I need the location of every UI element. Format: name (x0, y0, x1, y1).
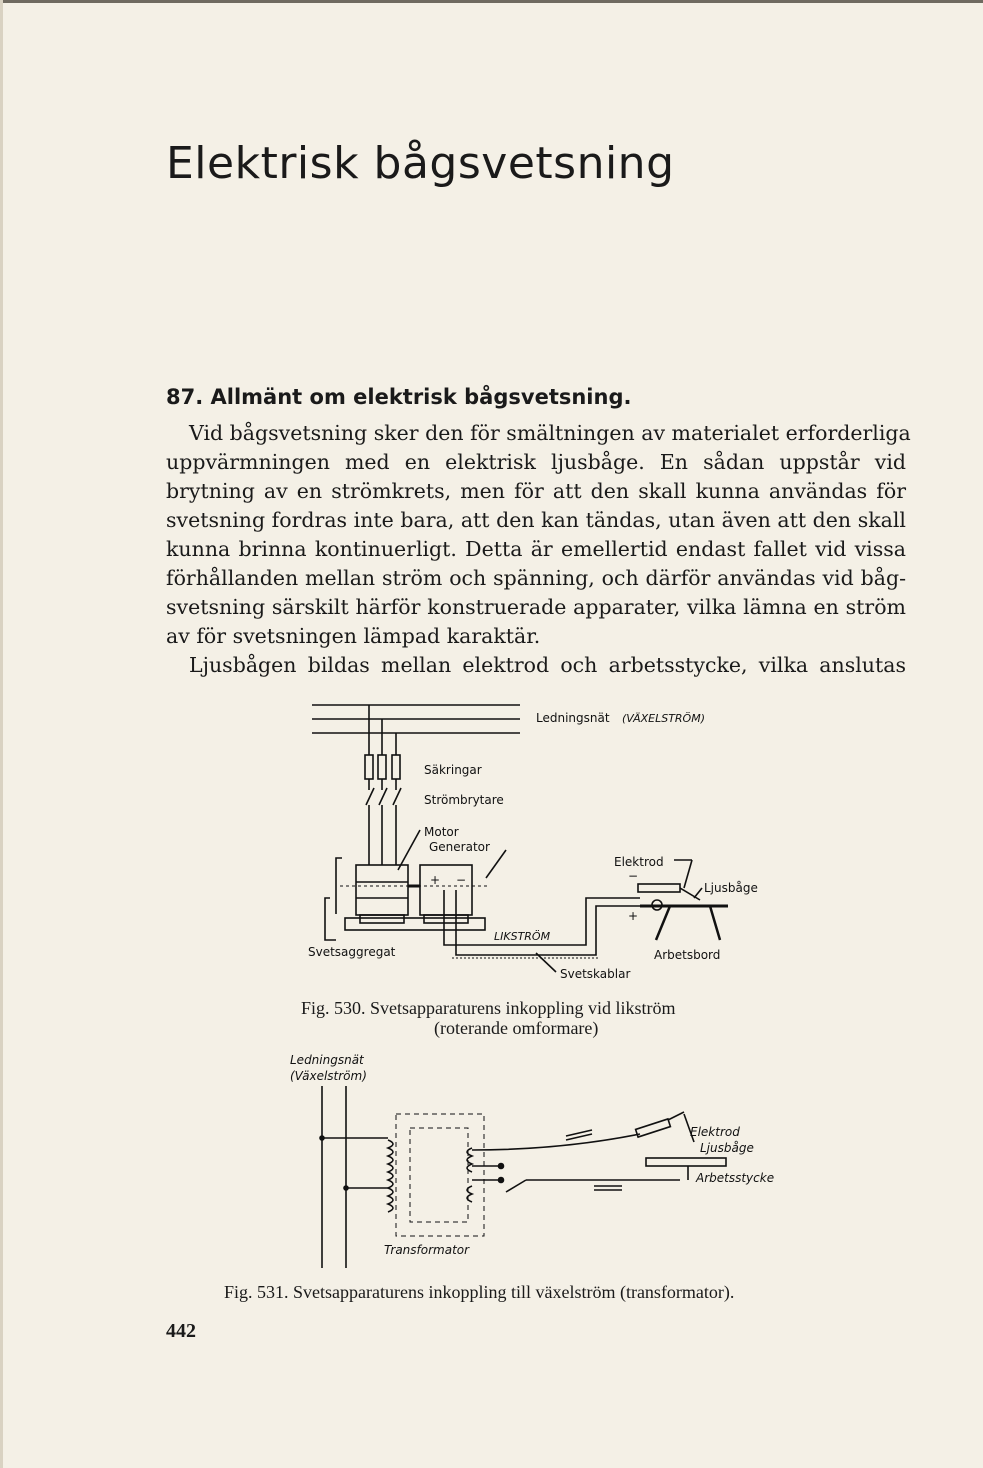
paragraph-line: förhållanden mellan ström och spänning, och därför användas vid båg- (166, 566, 906, 590)
label-dc: LIKSTRÖM (494, 930, 551, 943)
figure-530-caption-2: (roterande omformare) (434, 1018, 599, 1038)
minus-sign: − (456, 873, 467, 887)
page-number: 442 (166, 1320, 196, 1342)
label-electrode: Elektrod (690, 1125, 740, 1139)
paragraph-line: svetsning fordras inte bara, att den kan tändas, utan även att den skall (166, 508, 906, 532)
figure-530-caption: Fig. 530. Svetsapparaturens inkoppling vid likström (301, 998, 676, 1018)
label-switch: Strömbrytare (424, 793, 504, 807)
figure-531-caption: Fig. 531. Svetsapparaturens inkoppling till växelström (transformator). (224, 1282, 735, 1302)
electrode-cable (472, 1134, 640, 1150)
label-generator: Generator (429, 840, 490, 854)
label-arc: Ljusbåge (704, 881, 758, 895)
label-motor: Motor (424, 825, 459, 839)
label-electrode: Elektrod (614, 855, 664, 869)
secondary-coil (467, 1148, 472, 1172)
paragraph-line: svetsning särskilt härför konstruerade apparater, vilka lämna en ström (166, 595, 906, 619)
label-workpiece: Arbetsstycke (696, 1171, 775, 1185)
secondary-coil (467, 1186, 472, 1202)
plus-sign: + (430, 873, 441, 887)
label-table: Arbetsbord (654, 948, 721, 962)
paragraph-line: Vid bågsvetsning sker den för smältningen av materialet erforderliga (189, 421, 911, 445)
primary-coil (388, 1140, 393, 1212)
paragraph-line: uppvärmningen med en elektrisk ljusbåge. En sådan uppstår vid (166, 450, 906, 474)
paragraph-line: brytning av en strömkrets, men för att den skall kunna användas för (166, 479, 906, 503)
label-fuses: Säkringar (424, 763, 482, 777)
workpiece (646, 1158, 726, 1166)
chapter-title: Elektrisk bågsvetsning (166, 138, 675, 189)
paragraph-line: kunna brinna kontinuerligt. Detta är emellertid endast fallet vid vissa (166, 537, 906, 561)
label-network: Ledningsnät (536, 711, 610, 725)
label-network: Ledningsnät (290, 1053, 364, 1067)
label-network-sub: (Växelström) (290, 1069, 367, 1083)
label-aggregate: Svetsaggregat (308, 945, 396, 959)
label-arc: Ljusbåge (700, 1141, 754, 1155)
plus-sign: + (628, 909, 639, 923)
paragraph-line: Ljusbågen bildas mellan elektrod och arbetsstycke, vilka anslutas (189, 653, 906, 677)
minus-sign: − (628, 869, 639, 883)
label-cables: Svetskablar (560, 967, 631, 981)
transformer-box (396, 1114, 484, 1236)
label-transformer: Transformator (384, 1243, 470, 1257)
paragraph-line: av för svetsningen lämpad karaktär. (166, 624, 541, 648)
section-heading: 87. Allmänt om elektrisk bågsvetsning. (166, 385, 632, 409)
label-network-sub: (VÄXELSTRÖM) (622, 712, 705, 725)
